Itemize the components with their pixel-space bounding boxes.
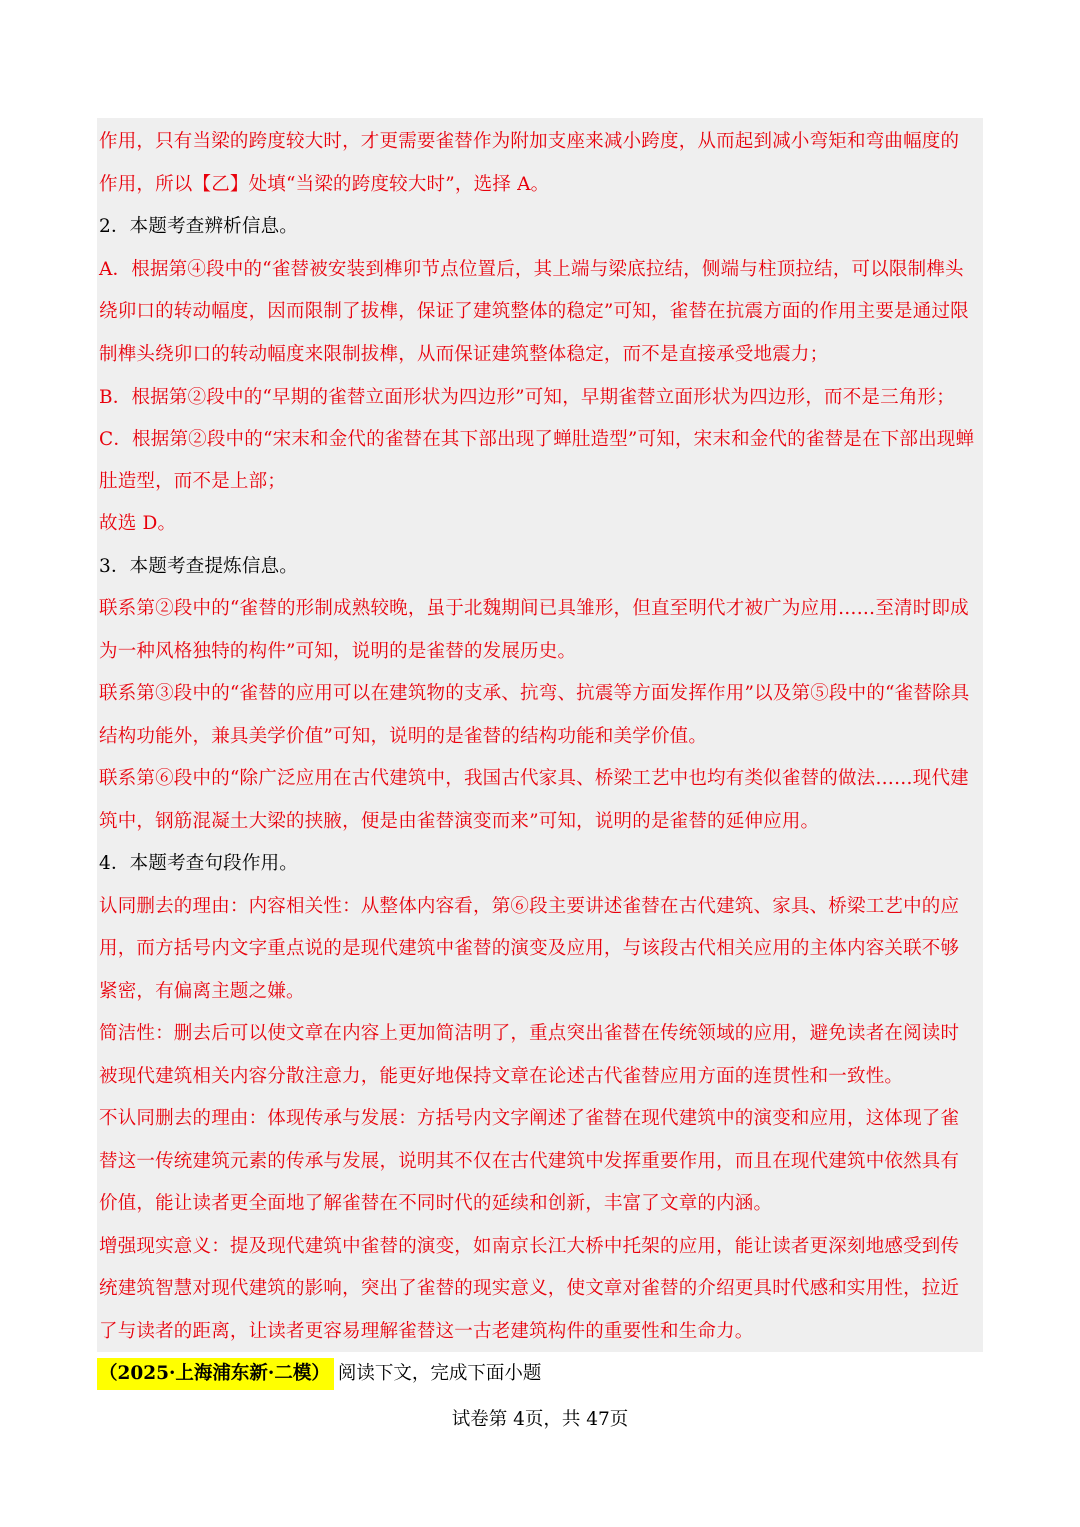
question-source-row (97, 1358, 541, 1390)
section-heading: 4．本题考查句段作用。 (99, 853, 298, 874)
answer-line: 制榫头绕卯口的转动幅度来限制拔榫，从而保证建筑整体稳定，而不是直接承受地震力； (99, 344, 829, 365)
answer-line: 作用，所以【乙】处填“当梁的跨度较大时”，选择 A。 (99, 174, 550, 195)
answer-line: 联系第②段中的“雀替的形制成熟较晚，虽于北魏期间已具雏形，但直至明代才被广为应用……至清时即成 (99, 598, 969, 619)
answer-line: 紧密，有偏离主题之嫌。 (99, 981, 305, 1002)
answer-line: 不认同删去的理由：体现传承与发展：方括号内文字阐述了雀替在现代建筑中的演变和应用，这体现了雀 (99, 1108, 960, 1129)
reading-instruction: 阅读下文，完成下面小题 (337, 1363, 542, 1384)
answer-line: 统建筑智慧对现代建筑的影响，突出了雀替的现实意义，使文章对雀替的介绍更具时代感和实用性，拉近 (99, 1278, 960, 1299)
answer-line: 联系第③段中的“雀替的应用可以在建筑物的支承、抗弯、抗震等方面发挥作用”以及第⑤段中的“雀替除具 (99, 683, 970, 704)
answer-line: 作用，只有当梁的跨度较大时，才更需要雀替作为附加支座来减小跨度，从而起到减小弯矩和弯曲幅度的 (99, 131, 960, 152)
page-footer: 试卷第 4页，共 47页 (451, 1409, 629, 1430)
answer-line: 被现代建筑相关内容分散注意力，能更好地保持文章在论述古代雀替应用方面的连贯性和一致性。 (99, 1066, 904, 1087)
answer-line: 故选 D。 (99, 513, 177, 534)
answer-line: 肚造型，而不是上部； (99, 471, 287, 492)
section-heading: 2．本题考查辨析信息。 (99, 216, 298, 237)
answer-line: 增强现实意义：提及现代建筑中雀替的演变，如南京长江大桥中托架的应用，能让读者更深刻地感受到传 (99, 1236, 960, 1257)
section-heading: 3．本题考查提炼信息。 (99, 556, 298, 577)
answer-line: 结构功能外，兼具美学价值”可知，说明的是雀替的结构功能和美学价值。 (99, 726, 708, 747)
answer-line: 联系第⑥段中的“除广泛应用在古代建筑中，我国古代家具、桥梁工艺中也均有类似雀替的做法……现代建 (99, 768, 969, 789)
answer-line: 用，而方括号内文字重点说的是现代建筑中雀替的演变及应用，与该段古代相关应用的主体内容关联不够 (99, 938, 960, 959)
answer-line: 简洁性：删去后可以使文章在内容上更加简洁明了，重点突出雀替在传统领域的应用，避免读者在阅读时 (99, 1023, 960, 1044)
answer-line: 价值，能让读者更全面地了解雀替在不同时代的延续和创新，丰富了文章的内涵。 (99, 1193, 773, 1214)
exam-source-tag: （2025·上海浦东新·二模） (97, 1358, 334, 1390)
answer-line: A．根据第④段中的“雀替被安装到榫卯节点位置后，其上端与梁底拉结，侧端与柱顶拉结，可以限制榫头 (99, 259, 964, 280)
answer-line: 了与读者的距离，让读者更容易理解雀替这一古老建筑构件的重要性和生命力。 (99, 1321, 754, 1342)
answer-line: 绕卯口的转动幅度，因而限制了拔榫，保证了建筑整体的稳定”可知，雀替在抗震方面的作用主要是通过限 (99, 301, 969, 322)
answer-line: C．根据第②段中的“宋末和金代的雀替在其下部出现了蝉肚造型”可知，宋末和金代的雀替是在下部出现蝉 (99, 429, 975, 450)
answer-line: 为一种风格独特的构件”可知，说明的是雀替的发展历史。 (99, 641, 577, 662)
answer-line: 替这一传统建筑元素的传承与发展，说明其不仅在古代建筑中发挥重要作用，而且在现代建筑中依然具有 (99, 1151, 960, 1172)
answer-line: 筑中，钢筋混凝土大梁的挟腋，便是由雀替演变而来”可知，说明的是雀替的延伸应用。 (99, 811, 820, 832)
answer-line: 认同删去的理由：内容相关性：从整体内容看，第⑥段主要讲述雀替在古代建筑、家具、桥梁工艺中的应 (99, 896, 960, 917)
answer-line: B．根据第②段中的“早期的雀替立面形状为四边形”可知，早期雀替立面形状为四边形，而不是三角形； (99, 387, 955, 408)
